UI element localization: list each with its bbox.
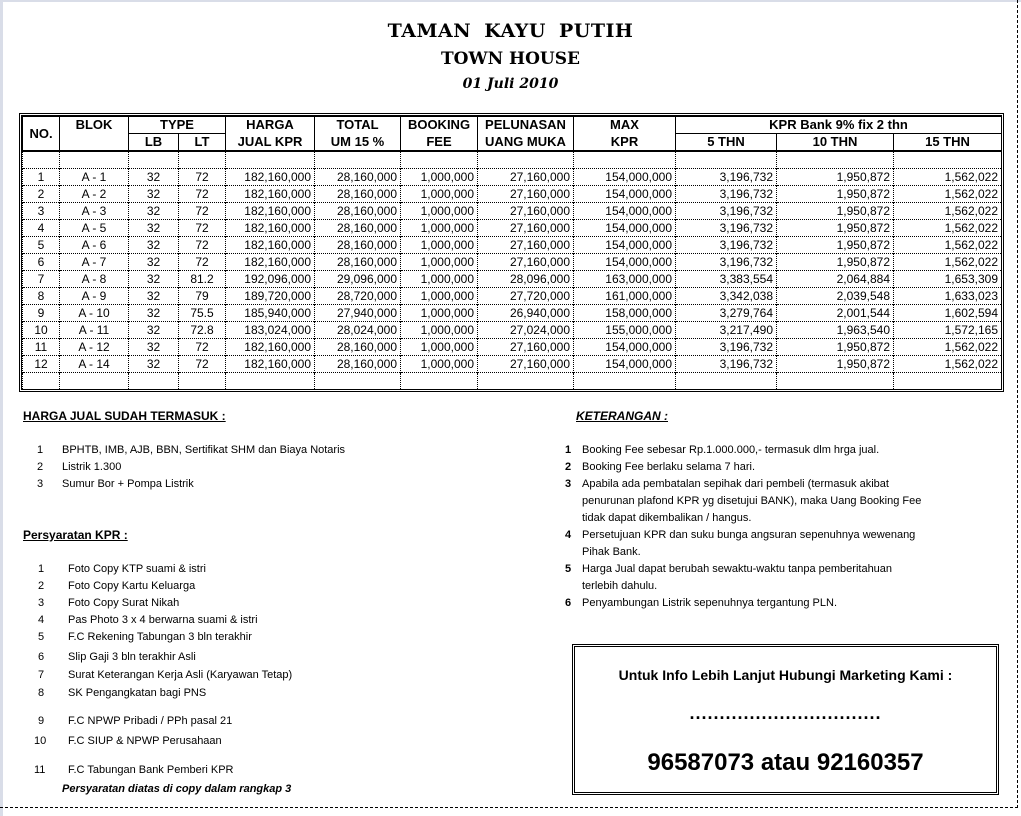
cell-total: 28,160,000: [315, 220, 401, 237]
cell-thn5: 3,196,732: [676, 339, 777, 356]
cell-blok: A - 12: [60, 339, 129, 356]
cell-no: 4: [23, 220, 60, 237]
persyaratan-item-text: Foto Copy Kartu Keluarga: [68, 580, 196, 592]
cell-no: 6: [23, 254, 60, 271]
cell-total: 28,160,000: [315, 169, 401, 186]
table-row: [23, 322, 1002, 339]
col-header-lb: LB: [129, 134, 179, 152]
keterangan-item-text: Booking Fee sebesar Rp.1.000.000,- termasuk dlm hrga jual.: [582, 444, 880, 456]
cell-thn10: 1,950,872: [777, 186, 894, 203]
cell-total: 28,160,000: [315, 186, 401, 203]
persyaratan-item-number: 7: [38, 669, 45, 681]
cell-total: 28,160,000: [315, 203, 401, 220]
cell-max: 154,000,000: [574, 220, 676, 237]
cell-booking: 1,000,000: [401, 237, 478, 254]
cell-pelunasan: 27,160,000: [478, 203, 574, 220]
cell-total: 28,024,000: [315, 322, 401, 339]
cell-no: 11: [23, 339, 60, 356]
cell-thn15: 1,562,022: [894, 220, 1002, 237]
persyaratan-item-number: 6: [38, 651, 45, 663]
document-date: 01 Juli 2010: [462, 76, 559, 92]
table-row-empty: [23, 151, 1002, 169]
col-header-total: TOTAL: [315, 117, 401, 134]
cell-blok: A - 9: [60, 288, 129, 305]
cell-pelunasan: 26,940,000: [478, 305, 574, 322]
cell-booking: 1,000,000: [401, 169, 478, 186]
page-break-line-horizontal: [0, 807, 1018, 808]
document-subtitle: TOWN HOUSE: [441, 49, 580, 69]
cell-lt: 72: [179, 339, 226, 356]
termasuk-item-number: 2: [37, 461, 44, 473]
persyaratan-item-number: 1: [38, 563, 45, 575]
price-table: [22, 116, 1002, 389]
persyaratan-item-number: 2: [38, 580, 45, 592]
keterangan-item-text: Apabila ada pembatalan sepihak dari pembeli (termasuk akibat: [582, 478, 889, 490]
price-table-frame: [19, 113, 1004, 392]
cell-lt: 75.5: [179, 305, 226, 322]
contact-box: [572, 644, 999, 795]
table-row-empty: [23, 373, 1002, 390]
cell-pelunasan: 27,160,000: [478, 254, 574, 271]
cell-harga: 189,720,000: [226, 288, 315, 305]
persyaratan-item-text: Pas Photo 3 x 4 berwarna suami & istri: [68, 614, 258, 626]
col-header-no: NO.: [23, 117, 60, 152]
cell-thn10: 1,950,872: [777, 203, 894, 220]
table-row: [23, 186, 1002, 203]
cell-harga: 182,160,000: [226, 254, 315, 271]
cell-booking: 1,000,000: [401, 203, 478, 220]
cell-lb: 32: [129, 305, 179, 322]
cell-blok: A - 6: [60, 237, 129, 254]
cell-lt: 72: [179, 203, 226, 220]
cell-blok: A - 5: [60, 220, 129, 237]
cell-thn10: 1,950,872: [777, 220, 894, 237]
cell-harga: 182,160,000: [226, 203, 315, 220]
cell-thn10: 1,950,872: [777, 339, 894, 356]
cell-max: 154,000,000: [574, 254, 676, 271]
col-header-total-2: UM 15 %: [315, 134, 401, 152]
persyaratan-item-text: F.C SIUP & NPWP Perusahaan: [68, 735, 222, 747]
cell-booking: 1,000,000: [401, 254, 478, 271]
cell-thn10: 1,950,872: [777, 356, 894, 373]
cell-lt: 72.8: [179, 322, 226, 339]
table-row: [23, 305, 1002, 322]
table-row: [23, 237, 1002, 254]
cell-max: 154,000,000: [574, 203, 676, 220]
cell-thn10: 1,950,872: [777, 169, 894, 186]
cell-lt: 72: [179, 237, 226, 254]
table-row: [23, 271, 1002, 288]
col-header-harga-2: JUAL KPR: [226, 134, 315, 152]
cell-lb: 32: [129, 203, 179, 220]
cell-booking: 1,000,000: [401, 288, 478, 305]
cell-no: 3: [23, 203, 60, 220]
cell-blok: A - 1: [60, 169, 129, 186]
page-break-line-vertical: [1017, 0, 1018, 808]
cell-thn5: 3,196,732: [676, 186, 777, 203]
cell-thn15: 1,562,022: [894, 339, 1002, 356]
cell-blok: A - 7: [60, 254, 129, 271]
cell-thn15: 1,562,022: [894, 237, 1002, 254]
cell-thn15: 1,633,023: [894, 288, 1002, 305]
cell-harga: 182,160,000: [226, 339, 315, 356]
col-header-booking-2: FEE: [401, 134, 478, 152]
cell-lt: 72: [179, 169, 226, 186]
persyaratan-item-number: 3: [38, 597, 45, 609]
cell-booking: 1,000,000: [401, 356, 478, 373]
table-row: [23, 254, 1002, 271]
cell-harga: 182,160,000: [226, 186, 315, 203]
cell-total: 28,160,000: [315, 339, 401, 356]
table-row: [23, 356, 1002, 373]
keterangan-item-number: 3: [565, 478, 572, 490]
contact-dots: ................................: [689, 703, 882, 723]
termasuk-item-text: Listrik 1.300: [62, 461, 122, 473]
cell-pelunasan: 27,160,000: [478, 237, 574, 254]
col-header-15thn: 15 THN: [894, 134, 1002, 152]
cell-pelunasan: 27,160,000: [478, 186, 574, 203]
cell-blok: A - 3: [60, 203, 129, 220]
persyaratan-item-text: F.C Rekening Tabungan 3 bln terakhir: [68, 631, 252, 643]
page-edge-top: [0, 0, 1021, 2]
col-header-pelunasan-2: UANG MUKA: [478, 134, 574, 152]
cell-thn10: 2,064,884: [777, 271, 894, 288]
cell-lb: 32: [129, 254, 179, 271]
cell-pelunasan: 27,160,000: [478, 339, 574, 356]
cell-lb: 32: [129, 186, 179, 203]
cell-pelunasan: 27,024,000: [478, 322, 574, 339]
persyaratan-note: Persyaratan diatas di copy dalam rangkap 3: [62, 783, 292, 795]
keterangan-item-text: Pihak Bank.: [582, 546, 641, 558]
cell-no: 12: [23, 356, 60, 373]
cell-thn15: 1,602,594: [894, 305, 1002, 322]
cell-harga: 182,160,000: [226, 169, 315, 186]
persyaratan-item-number: 4: [38, 614, 45, 626]
persyaratan-heading: Persyaratan KPR :: [23, 528, 128, 542]
cell-lb: 32: [129, 220, 179, 237]
table-row: [23, 288, 1002, 305]
cell-total: 29,096,000: [315, 271, 401, 288]
cell-booking: 1,000,000: [401, 271, 478, 288]
keterangan-item-text: Booking Fee berlaku selama 7 hari.: [582, 461, 756, 473]
cell-thn5: 3,196,732: [676, 237, 777, 254]
col-header-pelunasan: PELUNASAN: [478, 117, 574, 134]
cell-pelunasan: 27,160,000: [478, 169, 574, 186]
col-header-harga: HARGA: [226, 117, 315, 134]
cell-thn15: 1,562,022: [894, 254, 1002, 271]
cell-max: 163,000,000: [574, 271, 676, 288]
cell-no: 10: [23, 322, 60, 339]
cell-thn15: 1,653,309: [894, 271, 1002, 288]
cell-pelunasan: 27,160,000: [478, 220, 574, 237]
cell-total: 28,720,000: [315, 288, 401, 305]
cell-thn5: 3,279,764: [676, 305, 777, 322]
termasuk-heading: HARGA JUAL SUDAH TERMASUK :: [23, 409, 226, 423]
cell-no: 8: [23, 288, 60, 305]
cell-thn5: 3,196,732: [676, 169, 777, 186]
cell-harga: 182,160,000: [226, 237, 315, 254]
col-header-booking: BOOKING: [401, 117, 478, 134]
cell-max: 154,000,000: [574, 339, 676, 356]
termasuk-item-text: BPHTB, IMB, AJB, BBN, Sertifikat SHM dan Biaya Notaris: [62, 444, 346, 456]
cell-lb: 32: [129, 356, 179, 373]
cell-booking: 1,000,000: [401, 220, 478, 237]
cell-harga: 182,160,000: [226, 220, 315, 237]
keterangan-item-text: Harga Jual dapat berubah sewaktu-waktu tanpa pemberitahuan: [582, 563, 893, 575]
persyaratan-item-number: 11: [34, 764, 46, 776]
cell-no: 7: [23, 271, 60, 288]
cell-booking: 1,000,000: [401, 186, 478, 203]
termasuk-item-text: Sumur Bor + Pompa Listrik: [62, 478, 194, 490]
cell-lt: 79: [179, 288, 226, 305]
cell-lb: 32: [129, 339, 179, 356]
col-header-type: TYPE: [129, 117, 226, 134]
cell-thn10: 1,963,540: [777, 322, 894, 339]
cell-max: 154,000,000: [574, 237, 676, 254]
keterangan-item-text: tidak dapat dikembalikan / hangus.: [582, 512, 752, 524]
cell-no: 2: [23, 186, 60, 203]
cell-lt: 81.2: [179, 271, 226, 288]
cell-thn5: 3,196,732: [676, 203, 777, 220]
cell-booking: 1,000,000: [401, 322, 478, 339]
contact-phones: 96587073 atau 92160357: [647, 749, 924, 776]
price-table-body: [23, 151, 1002, 389]
cell-thn5: 3,196,732: [676, 220, 777, 237]
cell-thn5: 3,196,732: [676, 254, 777, 271]
table-row: [23, 339, 1002, 356]
cell-thn15: 1,562,022: [894, 356, 1002, 373]
table-row: [23, 169, 1002, 186]
cell-lt: 72: [179, 254, 226, 271]
keterangan-item-number: 2: [565, 461, 572, 473]
cell-lb: 32: [129, 271, 179, 288]
cell-lt: 72: [179, 356, 226, 373]
cell-no: 5: [23, 237, 60, 254]
cell-thn15: 1,562,022: [894, 186, 1002, 203]
cell-lb: 32: [129, 169, 179, 186]
cell-pelunasan: 27,160,000: [478, 356, 574, 373]
cell-total: 28,160,000: [315, 254, 401, 271]
termasuk-item-number: 1: [37, 444, 44, 456]
cell-thn10: 2,001,544: [777, 305, 894, 322]
persyaratan-item-text: Surat Keterangan Kerja Asli (Karyawan Tetap): [68, 669, 293, 681]
keterangan-item-number: 5: [565, 563, 572, 575]
cell-lb: 32: [129, 322, 179, 339]
cell-total: 28,160,000: [315, 356, 401, 373]
cell-total: 28,160,000: [315, 237, 401, 254]
cell-booking: 1,000,000: [401, 305, 478, 322]
document-title: TAMAN KAYU PUTIH: [387, 20, 634, 42]
cell-thn10: 1,950,872: [777, 237, 894, 254]
col-header-10thn: 10 THN: [777, 134, 894, 152]
cell-pelunasan: 28,096,000: [478, 271, 574, 288]
col-header-max-2: KPR: [574, 134, 676, 152]
cell-total: 27,940,000: [315, 305, 401, 322]
persyaratan-item-number: 9: [38, 715, 45, 727]
persyaratan-item-number: 5: [38, 631, 45, 643]
cell-harga: 183,024,000: [226, 322, 315, 339]
cell-blok: A - 14: [60, 356, 129, 373]
col-header-blok: BLOK: [60, 117, 129, 152]
keterangan-item-number: 6: [565, 597, 572, 609]
termasuk-item-number: 3: [37, 478, 44, 490]
contact-heading: Untuk Info Lebih Lanjut Hubungi Marketing Kami :: [618, 667, 953, 683]
col-header-lt: LT: [179, 134, 226, 152]
cell-max: 154,000,000: [574, 356, 676, 373]
cell-harga: 185,940,000: [226, 305, 315, 322]
col-header-max: MAX: [574, 117, 676, 134]
cell-no: 9: [23, 305, 60, 322]
persyaratan-item-text: Foto Copy Surat Nikah: [68, 597, 180, 609]
cell-thn15: 1,562,022: [894, 203, 1002, 220]
persyaratan-item-text: F.C Tabungan Bank Pemberi KPR: [68, 764, 234, 776]
cell-thn10: 1,950,872: [777, 254, 894, 271]
persyaratan-item-text: F.C NPWP Pribadi / PPh pasal 21: [68, 715, 233, 727]
cell-thn15: 1,572,165: [894, 322, 1002, 339]
keterangan-item-text: Persetujuan KPR dan suku bunga angsuran sepenuhnya wewenang: [582, 529, 916, 541]
table-row: [23, 220, 1002, 237]
persyaratan-item-text: SK Pengangkatan bagi PNS: [68, 687, 207, 699]
cell-blok: A - 10: [60, 305, 129, 322]
table-row: [23, 203, 1002, 220]
persyaratan-item-text: Foto Copy KTP suami & istri: [68, 563, 206, 575]
cell-thn5: 3,342,038: [676, 288, 777, 305]
col-header-5thn: 5 THN: [676, 134, 777, 152]
cell-harga: 182,160,000: [226, 356, 315, 373]
cell-thn10: 2,039,548: [777, 288, 894, 305]
cell-thn5: 3,217,490: [676, 322, 777, 339]
keterangan-item-text: penurunan plafond KPR yg disetujui BANK), maka Uang Booking Fee: [582, 495, 922, 507]
keterangan-item-text: Penyambungan Listrik sepenuhnya tergantung PLN.: [582, 597, 838, 609]
persyaratan-item-number: 10: [34, 735, 47, 747]
persyaratan-item-text: Slip Gaji 3 bln terakhir Asli: [68, 651, 196, 663]
cell-max: 161,000,000: [574, 288, 676, 305]
cell-blok: A - 8: [60, 271, 129, 288]
cell-max: 155,000,000: [574, 322, 676, 339]
cell-thn5: 3,196,732: [676, 356, 777, 373]
cell-pelunasan: 27,720,000: [478, 288, 574, 305]
cell-max: 158,000,000: [574, 305, 676, 322]
cell-lt: 72: [179, 186, 226, 203]
cell-thn5: 3,383,554: [676, 271, 777, 288]
cell-harga: 192,096,000: [226, 271, 315, 288]
cell-no: 1: [23, 169, 60, 186]
cell-lb: 32: [129, 288, 179, 305]
cell-max: 154,000,000: [574, 186, 676, 203]
col-header-kpr-group: KPR Bank 9% fix 2 thn: [676, 117, 1002, 134]
cell-lb: 32: [129, 237, 179, 254]
cell-lt: 72: [179, 220, 226, 237]
cell-blok: A - 2: [60, 186, 129, 203]
cell-booking: 1,000,000: [401, 339, 478, 356]
keterangan-item-number: 4: [565, 529, 572, 541]
cell-thn15: 1,562,022: [894, 169, 1002, 186]
keterangan-item-text: terlebih dahulu.: [582, 580, 658, 592]
persyaratan-item-number: 8: [38, 687, 45, 699]
cell-blok: A - 11: [60, 322, 129, 339]
keterangan-heading: KETERANGAN :: [576, 409, 668, 423]
page-edge-left: [0, 0, 3, 816]
keterangan-item-number: 1: [565, 444, 572, 456]
cell-max: 154,000,000: [574, 169, 676, 186]
